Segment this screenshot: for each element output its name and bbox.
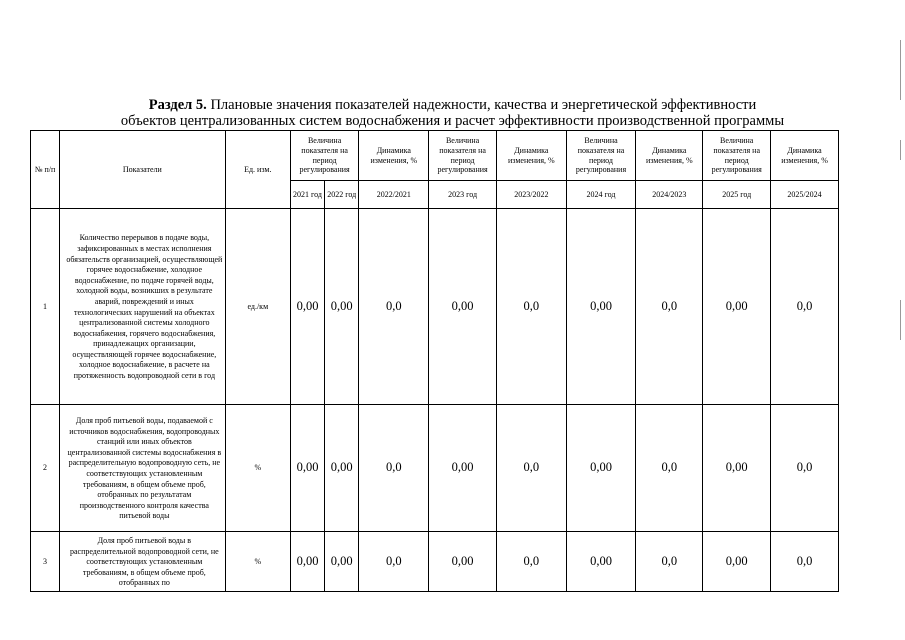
cell-dyn-2025: 0,0 [770, 209, 838, 405]
header-year-2024: 2024 год [566, 181, 635, 209]
cell-dyn-2023: 0,0 [496, 532, 566, 592]
cell-2022: 0,00 [325, 209, 359, 405]
page-title [0, 97, 905, 129]
cell-2024: 0,00 [566, 405, 635, 532]
row-indicator: Количество перерывов в подаче воды, зафиксированных в местах исполнения обязательств организацией, осуществляющей горячее водоснабжение, холодное водоснабжение, по подаче горячей воды, холодной воды, возникших в результате аварий, повреждений и иных технологических нарушений на объектах централизованной системы холодного водоснабжения, горячего водоснабжения, принадлежащих организации, осуществляющей горячее водоснабжение, холодное водоснабжение, в расчете на протяженность водопроводной сети в год [60, 209, 226, 405]
cell-dyn-2025: 0,0 [770, 405, 838, 532]
cell-2023: 0,00 [429, 209, 496, 405]
header-year-2023: 2023 год [429, 181, 496, 209]
scan-margin-mark [900, 40, 901, 100]
header-dynamics-2022: Динамика изменения, % [359, 131, 429, 181]
table-row [31, 209, 905, 405]
cell-2025: 0,00 [703, 405, 770, 532]
cell-2022: 0,00 [325, 532, 359, 592]
cell-dyn-2024: 0,0 [636, 209, 703, 405]
cell-dyn-2024: 0,0 [636, 405, 703, 532]
cell-2021: 0,00 [290, 209, 324, 405]
row-unit: ед./км [225, 209, 290, 405]
row-num: 2 [31, 405, 60, 532]
cell-2023: 0,00 [429, 405, 496, 532]
header-dyn-2022-2021: 2022/2021 [359, 181, 429, 209]
header-value-2024: Величина показателя на период регулирования [566, 131, 635, 181]
cell-dyn-2022: 0,0 [359, 209, 429, 405]
header-value-2025: Величина показателя на период регулирования [703, 131, 770, 181]
scan-margin-mark [900, 140, 901, 160]
header-num: № п/п [31, 131, 60, 209]
cell-2024: 0,00 [566, 532, 635, 592]
header-year-2021: 2021 год [290, 181, 324, 209]
scan-margin-mark [900, 300, 901, 340]
cell-dyn-2022: 0,0 [359, 532, 429, 592]
header-dyn-2024-2023: 2024/2023 [636, 181, 703, 209]
header-indicator: Показатели [60, 131, 226, 209]
section-label: Раздел 5. [148, 97, 207, 113]
cell-dyn-2023: 0,0 [496, 405, 566, 532]
header-dynamics-2023: Динамика изменения, % [496, 131, 566, 181]
cell-2024: 0,00 [566, 209, 635, 405]
cell-2025: 0,00 [703, 209, 770, 405]
header-dynamics-2024: Динамика изменения, % [636, 131, 703, 181]
cell-dyn-2024: 0,0 [636, 532, 703, 592]
row-num: 3 [31, 532, 60, 592]
row-indicator: Доля проб питьевой воды, подаваемой с источников водоснабжения, водопроводных станций или иных объектов централизованной системы водоснабжения в распределительную водопроводную сеть, не соответствующих установленным требованиям, в общем объеме проб, отобранных по результатам производственного контроля качества питьевой воды [60, 405, 226, 532]
header-value-2023: Величина показателя на период регулирования [429, 131, 496, 181]
cell-2023: 0,00 [429, 532, 496, 592]
header-dyn-2025-2024: 2025/2024 [770, 181, 838, 209]
table-row [31, 532, 905, 592]
cell-2022: 0,00 [325, 405, 359, 532]
header-unit: Ед. изм. [225, 131, 290, 209]
header-year-2022: 2022 год [325, 181, 359, 209]
row-num: 1 [31, 209, 60, 405]
header-row-1 [31, 131, 905, 181]
cell-dyn-2022: 0,0 [359, 405, 429, 532]
cell-dyn-2023: 0,0 [496, 209, 566, 405]
row-unit: % [225, 532, 290, 592]
header-dynamics-2025: Динамика изменения, % [770, 131, 838, 181]
cell-2021: 0,00 [290, 532, 324, 592]
title-line-1: Плановые значения показателей надежности, качества и энергетической эффективности [206, 97, 757, 113]
indicators-table [30, 130, 905, 592]
header-dyn-2023-2022: 2023/2022 [496, 181, 566, 209]
cell-dyn-2025: 0,0 [770, 532, 838, 592]
row-unit: % [225, 405, 290, 532]
title-line-2: объектов централизованных систем водоснабжения и расчет эффективности производственной программы [120, 113, 785, 129]
header-value-2021-2022: Величина показателя на период регулирования [290, 131, 358, 181]
header-year-2025: 2025 год [703, 181, 770, 209]
cell-2021: 0,00 [290, 405, 324, 532]
table-row [31, 405, 905, 532]
row-indicator: Доля проб питьевой воды в распределительной водопроводной сети, не соответствующих установленным требованиям, в общем объеме проб, отобранных по [60, 532, 226, 592]
cell-2025: 0,00 [703, 532, 770, 592]
